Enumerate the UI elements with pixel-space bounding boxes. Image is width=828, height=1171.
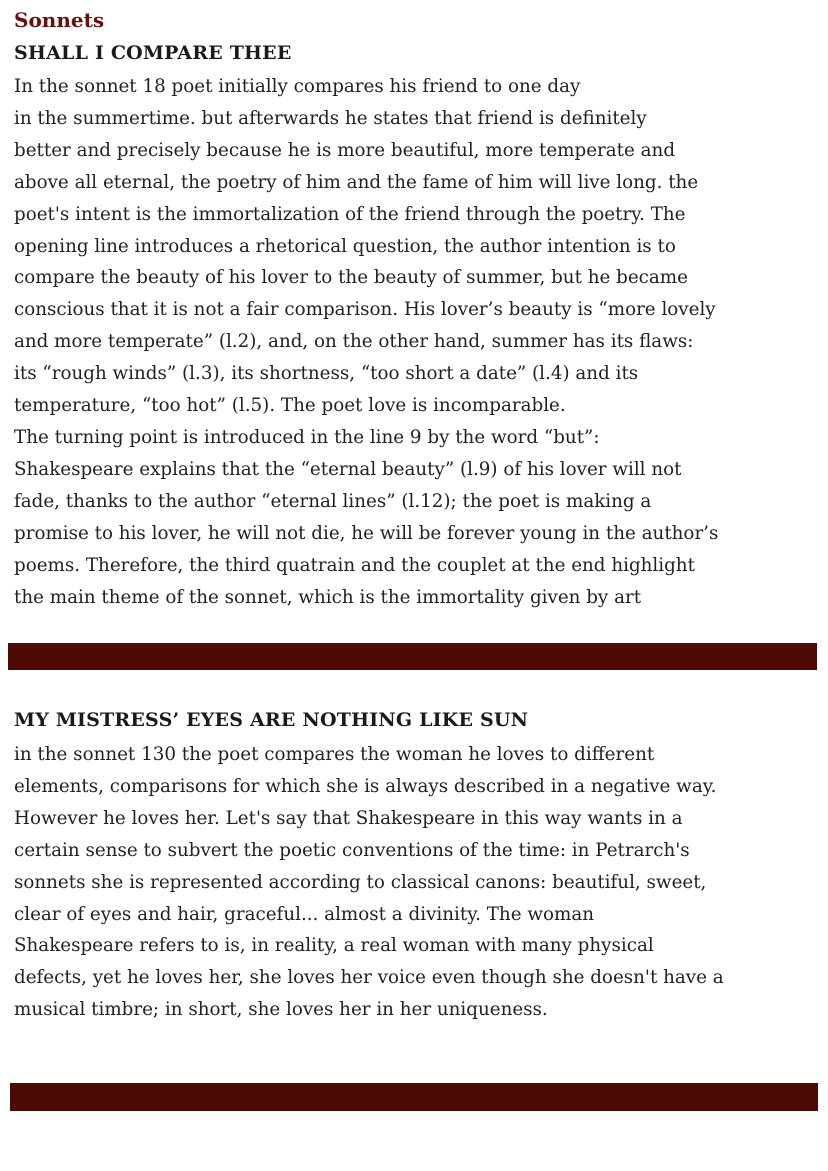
text-line: However he loves her. Let's say that Shakespeare in this way wants in a bbox=[14, 807, 683, 829]
text-line: sonnets she is represented according to classical canons: beautiful, sweet, bbox=[14, 871, 707, 893]
section-heading-sonnet-130: MY MISTRESS’ EYES ARE NOTHING LIKE SUN bbox=[14, 709, 529, 731]
text-line: promise to his lover, he will not die, he will be forever young in the author’s bbox=[14, 522, 719, 544]
text-line: Shakespeare refers to is, in reality, a real woman with many physical bbox=[14, 935, 654, 957]
text-line: above all eternal, the poetry of him and the fame of him will live long. the bbox=[14, 171, 699, 193]
text-line: temperature, “too hot” (l.5). The poet love is incomparable. bbox=[14, 395, 566, 417]
text-line: conscious that it is not a fair comparison. His lover’s beauty is “more lovely bbox=[14, 299, 716, 321]
text-line: The turning point is introduced in the line 9 by the word “but”: bbox=[14, 426, 600, 448]
section-divider bbox=[10, 1083, 818, 1111]
text-line: certain sense to subvert the poetic conventions of the time: in Petrarch's bbox=[14, 839, 690, 861]
text-line: opening line introduces a rhetorical question, the author intention is to bbox=[14, 235, 676, 257]
text-line: compare the beauty of his lover to the beauty of summer, but he became bbox=[14, 267, 688, 289]
text-line: poems. Therefore, the third quatrain and the couplet at the end highlight bbox=[14, 554, 695, 576]
text-line: better and precisely because he is more beautiful, more temperate and bbox=[14, 139, 676, 161]
text-line: its “rough winds” (l.3), its shortness, “too short a date” (l.4) and its bbox=[14, 363, 639, 385]
text-line: In the sonnet 18 poet initially compares his friend to one day bbox=[14, 76, 581, 97]
section-heading-sonnet-18: SHALL I COMPARE THEE bbox=[14, 42, 292, 64]
text-line: in the summertime. but afterwards he states that friend is definitely bbox=[14, 107, 647, 129]
section-divider bbox=[8, 643, 817, 670]
text-line: the main theme of the sonnet, which is the immortality given by art bbox=[14, 586, 642, 608]
text-line: musical timbre; in short, she loves her in her uniqueness. bbox=[14, 999, 548, 1021]
text-line: fade, thanks to the author “eternal lines” (l.12); the poet is making a bbox=[14, 490, 652, 512]
text-line: poet's intent is the immortalization of the friend through the poetry. The bbox=[14, 203, 686, 225]
text-line: defects, yet he loves her, she loves her voice even though she doesn't have a bbox=[14, 967, 724, 989]
text-line: in the sonnet 130 the poet compares the woman he loves to different bbox=[14, 744, 655, 765]
text-line: Shakespeare explains that the “eternal beauty” (l.9) of his lover will not bbox=[14, 458, 682, 480]
section-body-sonnet-18 bbox=[14, 71, 718, 613]
text-line: clear of eyes and hair, graceful... almost a divinity. The woman bbox=[14, 903, 594, 925]
text-line: and more temperate” (l.2), and, on the other hand, summer has its flaws: bbox=[14, 331, 694, 353]
page-title: Sonnets bbox=[14, 8, 105, 32]
section-body-sonnet-130 bbox=[14, 739, 724, 1026]
text-line: elements, comparisons for which she is always described in a negative way. bbox=[14, 775, 717, 797]
